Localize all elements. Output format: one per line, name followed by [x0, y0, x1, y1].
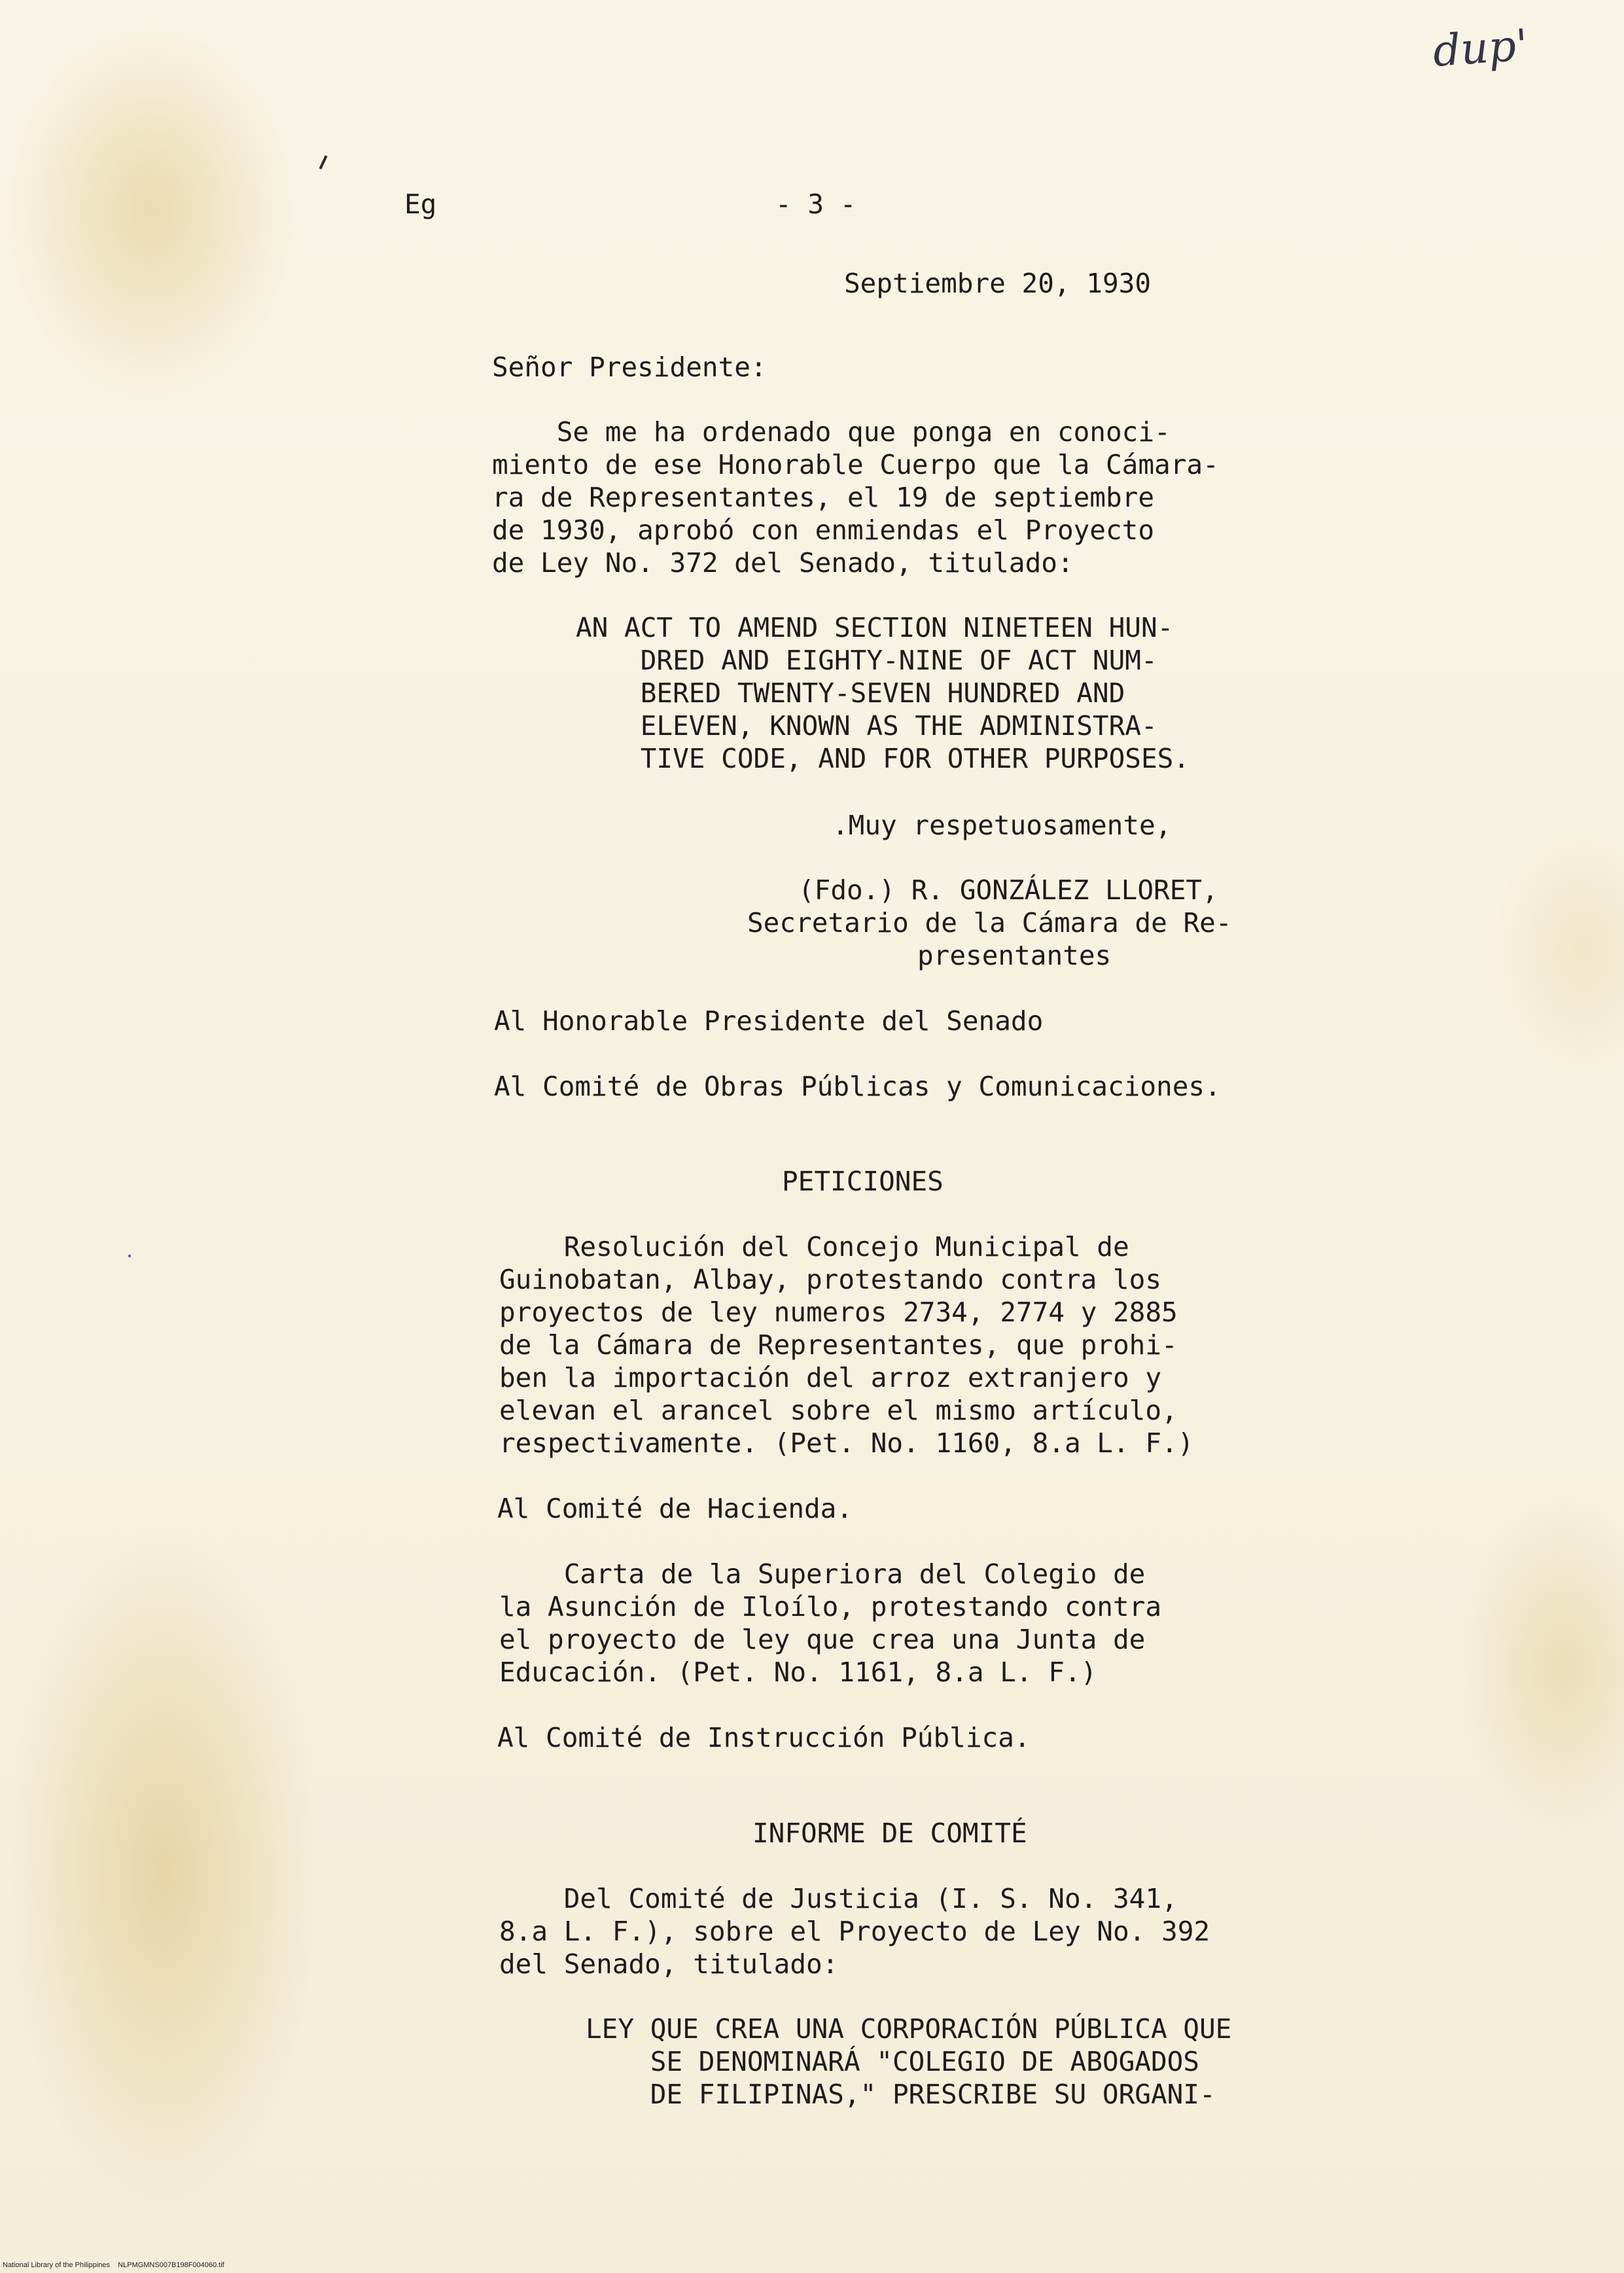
addressee: Al Honorable Presidente del Senado: [494, 1005, 1044, 1037]
ley-title-line: SE DENOMINARÁ "COLEGIO DE ABOGADOS: [586, 2046, 1199, 2077]
page-number: - 3 -: [775, 188, 856, 220]
act-title-line: DRED AND EIGHTY-NINE OF ACT NUM-: [576, 645, 1157, 676]
referral-obras-publicas: Al Comité de Obras Públicas y Comunicaciones.: [494, 1071, 1221, 1102]
peticion-line: elevan el arancel sobre el mismo artículo,: [499, 1395, 1178, 1426]
closing: .Muy respetuosamente,: [832, 810, 1172, 841]
ley-title-line: DE FILIPINAS," PRESCRIBE SU ORGANI-: [586, 2079, 1216, 2110]
act-title-line: BERED TWENTY-SEVEN HUNDRED AND: [576, 677, 1125, 709]
signature-line: (Fdo.) R. GONZÁLEZ LLORET,: [798, 874, 1218, 906]
act-title-line: AN ACT TO AMEND SECTION NINETEEN HUN-: [576, 612, 1174, 643]
peticion-line: ben la importación del arroz extranjero y: [499, 1362, 1162, 1393]
peticion-line: proyectos de ley numeros 2734, 2774 y 2885: [499, 1297, 1178, 1328]
peticion-line: de la Cámara de Representantes, que prohi-: [499, 1329, 1178, 1361]
peticion-line: respectivamente. (Pet. No. 1160, 8.a L. F.): [499, 1427, 1194, 1459]
act-title-line: TIVE CODE, AND FOR OTHER PURPOSES.: [576, 743, 1190, 774]
referral-instruccion-publica: Al Comité de Instrucción Pública.: [497, 1722, 1031, 1753]
letter-body-line: miento de ese Honorable Cuerpo que la Cámara-: [492, 449, 1219, 480]
informe-line: 8.a L. F.), sobre el Proyecto de Ley No. 392: [499, 1916, 1210, 1947]
informe-line: Del Comité de Justicia (I. S. No. 341,: [499, 1883, 1178, 1914]
informe-line: del Senado, titulado:: [499, 1948, 839, 1980]
referral-hacienda: Al Comité de Hacienda.: [497, 1493, 853, 1524]
ley-title-line: LEY QUE CREA UNA CORPORACIÓN PÚBLICA QUE: [586, 2013, 1232, 2045]
act-title-line: ELEVEN, KNOWN AS THE ADMINISTRA-: [576, 710, 1157, 742]
typist-initials: Eg: [404, 188, 437, 220]
section-heading-informe: INFORME DE COMITÉ: [752, 1817, 1027, 1849]
archive-footer: National Library of the Philippines NLPMGMNS007B198F004060.tif: [3, 2261, 224, 2269]
scan-speck: [128, 1255, 131, 1257]
letter-body-line: de Ley No. 372 del Senado, titulado:: [492, 547, 1074, 579]
scan-speck: [319, 155, 328, 170]
signature-line: Secretario de la Cámara de Re-: [747, 907, 1232, 939]
peticion-line: la Asunción de Iloílo, protestando contra: [499, 1591, 1162, 1622]
signature-line: presentantes: [917, 940, 1112, 971]
peticion-line: Educación. (Pet. No. 1161, 8.a L. F.): [499, 1656, 1097, 1688]
letter-date: Septiembre 20, 1930: [844, 268, 1151, 299]
peticion-line: Carta de la Superiora del Colegio de: [499, 1558, 1146, 1590]
peticion-line: Resolución del Concejo Municipal de: [499, 1231, 1129, 1262]
letter-body-line: ra de Representantes, el 19 de septiembre: [492, 482, 1155, 513]
handwritten-note: dup': [1431, 20, 1530, 77]
letter-body-line: Se me ha ordenado que ponga en conoci-: [492, 416, 1171, 448]
peticion-line: Guinobatan, Albay, protestando contra los: [499, 1264, 1162, 1295]
section-heading-peticiones: PETICIONES: [782, 1166, 944, 1197]
salutation: Señor Presidente:: [492, 351, 767, 383]
letter-body-line: de 1930, aprobó con enmiendas el Proyecto: [492, 514, 1155, 546]
peticion-line: el proyecto de ley que crea una Junta de: [499, 1624, 1146, 1655]
